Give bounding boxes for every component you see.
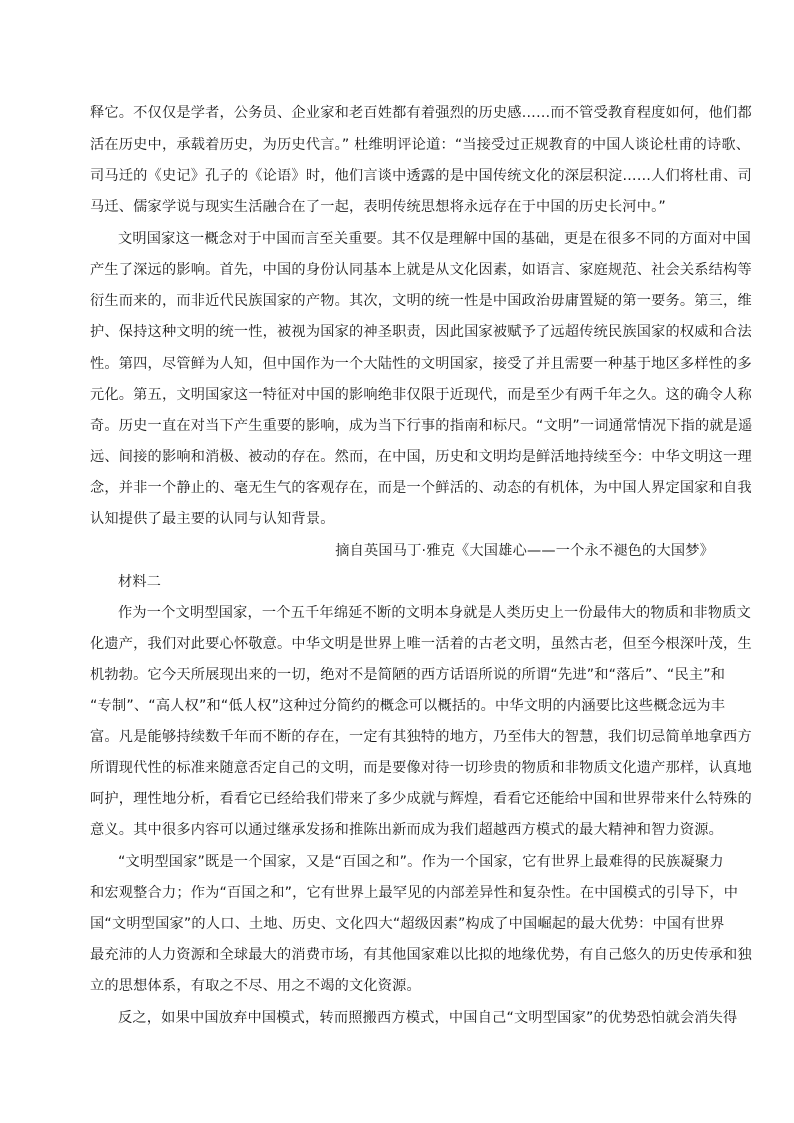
paragraph-line: 反之，如果中国放弃中国模式，转而照搬西方模式，中国自己“文明型国家”的优势恐怕就会消失得 xyxy=(118,1010,738,1026)
paragraph-line: 所谓现代性的标准来随意否定自己的文明，而是要像对待一切珍贵的物质和非物质文化遗产那样，认真地 xyxy=(90,760,752,776)
paragraph-line: 文明国家这一概念对于中国而言至关重要。其不仅是理解中国的基础，更是在很多不同的方面对中国 xyxy=(118,231,752,247)
paragraph-line: 马迁、儒家学说与现实生活融合在了一起，表明传统思想将永远存在于中国的历史长河中。” xyxy=(90,199,666,215)
paragraph-line: “文明型国家”既是一个国家，又是“百国之和”。作为一个国家，它有世界上最难得的民族凝聚力 xyxy=(118,854,724,870)
paragraph-line: 念，并非一个静止的、毫无生气的客观存在，而是一个鲜活的、动态的有机体，为中国人界定国家和自我 xyxy=(90,480,752,496)
section-heading: 材料二 xyxy=(118,574,162,590)
source-citation: 摘自英国马丁·雅克《大国雄心——一个永不褪色的大国梦》 xyxy=(335,543,714,559)
paragraph-line: 国“文明型国家”的人口、土地、历史、文化四大“超级因素”构成了中国崛起的最大优势：中国有世界 xyxy=(90,916,725,932)
paragraph-line: 护、保持这种文明的统一性，被视为国家的神圣职责，因此国家被赋予了远超传统民族国家的权威和合法 xyxy=(90,324,752,340)
paragraph-line: 作为一个文明型国家，一个五千年绵延不断的文明本身就是人类历史上一份最伟大的物质和非物质文 xyxy=(118,605,752,621)
paragraph-line: 元化。第五，文明国家这一特征对中国的影响绝非仅限于近现代，而是至少有两千年之久。这的确令人称 xyxy=(90,387,752,403)
paragraph-line: 司马迁的《史记》孔子的《论语》时，他们言谈中透露的是中国传统文化的深层积淀……人们将杜甫、司 xyxy=(90,168,752,184)
paragraph-line: 和宏观整合力；作为“百国之和”，它有世界上最罕见的内部差异性和复杂性。在中国模式的引导下，中 xyxy=(90,885,739,901)
paragraph-line: 认知提供了最主要的认同与认知背景。 xyxy=(90,511,335,527)
paragraph-line: 机勃勃。它今天所展现出来的一切，绝对不是简陋的西方话语所说的所谓“先进”和“落后”、“民主”和 xyxy=(90,667,726,683)
paragraph-line: “专制”、“高人权”和“低人权”这种过分简约的概念可以概括的。中华文明的内涵要比这些概念远为丰 xyxy=(90,698,726,714)
paragraph-line: 奇。历史一直在对当下产生重要的影响，成为当下行事的指南和标尺。“文明”一词通常情况下指的就是遥 xyxy=(90,418,753,434)
paragraph-line: 产生了深远的影响。首先，中国的身份认同基本上就是从文化因素，如语言、家庭规范、社会关系结构等 xyxy=(90,262,752,278)
paragraph-line: 衍生而来的，而非近代民族国家的产物。其次，文明的统一性是中国政治毋庸置疑的第一要务。第三，维 xyxy=(90,293,752,309)
paragraph-line: 化遗产，我们对此要心怀敬意。中华文明是世界上唯一活着的古老文明，虽然古老，但至今根深叶茂，生 xyxy=(90,636,752,652)
paragraph-line: 性。第四，尽管鲜为人知，但中国作为一个大陆性的文明国家，接受了并且需要一种基于地区多样性的多 xyxy=(90,356,752,372)
paragraph-line: 富。凡是能够持续数千年而不断的存在，一定有其独特的地方，乃至伟大的智慧，我们切忌简单地拿西方 xyxy=(90,729,752,745)
paragraph-line: 释它。不仅仅是学者，公务员、企业家和老百姓都有着强烈的历史感……而不管受教育程度如何，他们都 xyxy=(90,105,752,121)
paragraph-line: 立的思想体系，有取之不尽、用之不竭的文化资源。 xyxy=(90,978,421,994)
paragraph-line: 意义。其中很多内容可以通过继承发扬和推陈出新而成为我们超越西方模式的最大精神和智力资源。 xyxy=(90,822,724,838)
paragraph-line: 最充沛的人力资源和全球最大的消费市场，有其他国家难以比拟的地缘优势，有自己悠久的历史传承和独 xyxy=(90,947,752,963)
paragraph-line: 活在历史中，承载着历史，为历史代言。” 杜维明评论道：“当接受过正规教育的中国人谈论杜甫的诗歌、 xyxy=(90,137,751,153)
paragraph-line: 远、间接的影响和消极、被动的存在。然而，在中国，历史和文明均是鲜活地持续至今：中华文明这一理 xyxy=(90,449,752,465)
paragraph-line: 呵护，理性地分析，看看它已经给我们带来了多少成就与辉煌，看看它还能给中国和世界带来什么特殊的 xyxy=(90,791,752,807)
